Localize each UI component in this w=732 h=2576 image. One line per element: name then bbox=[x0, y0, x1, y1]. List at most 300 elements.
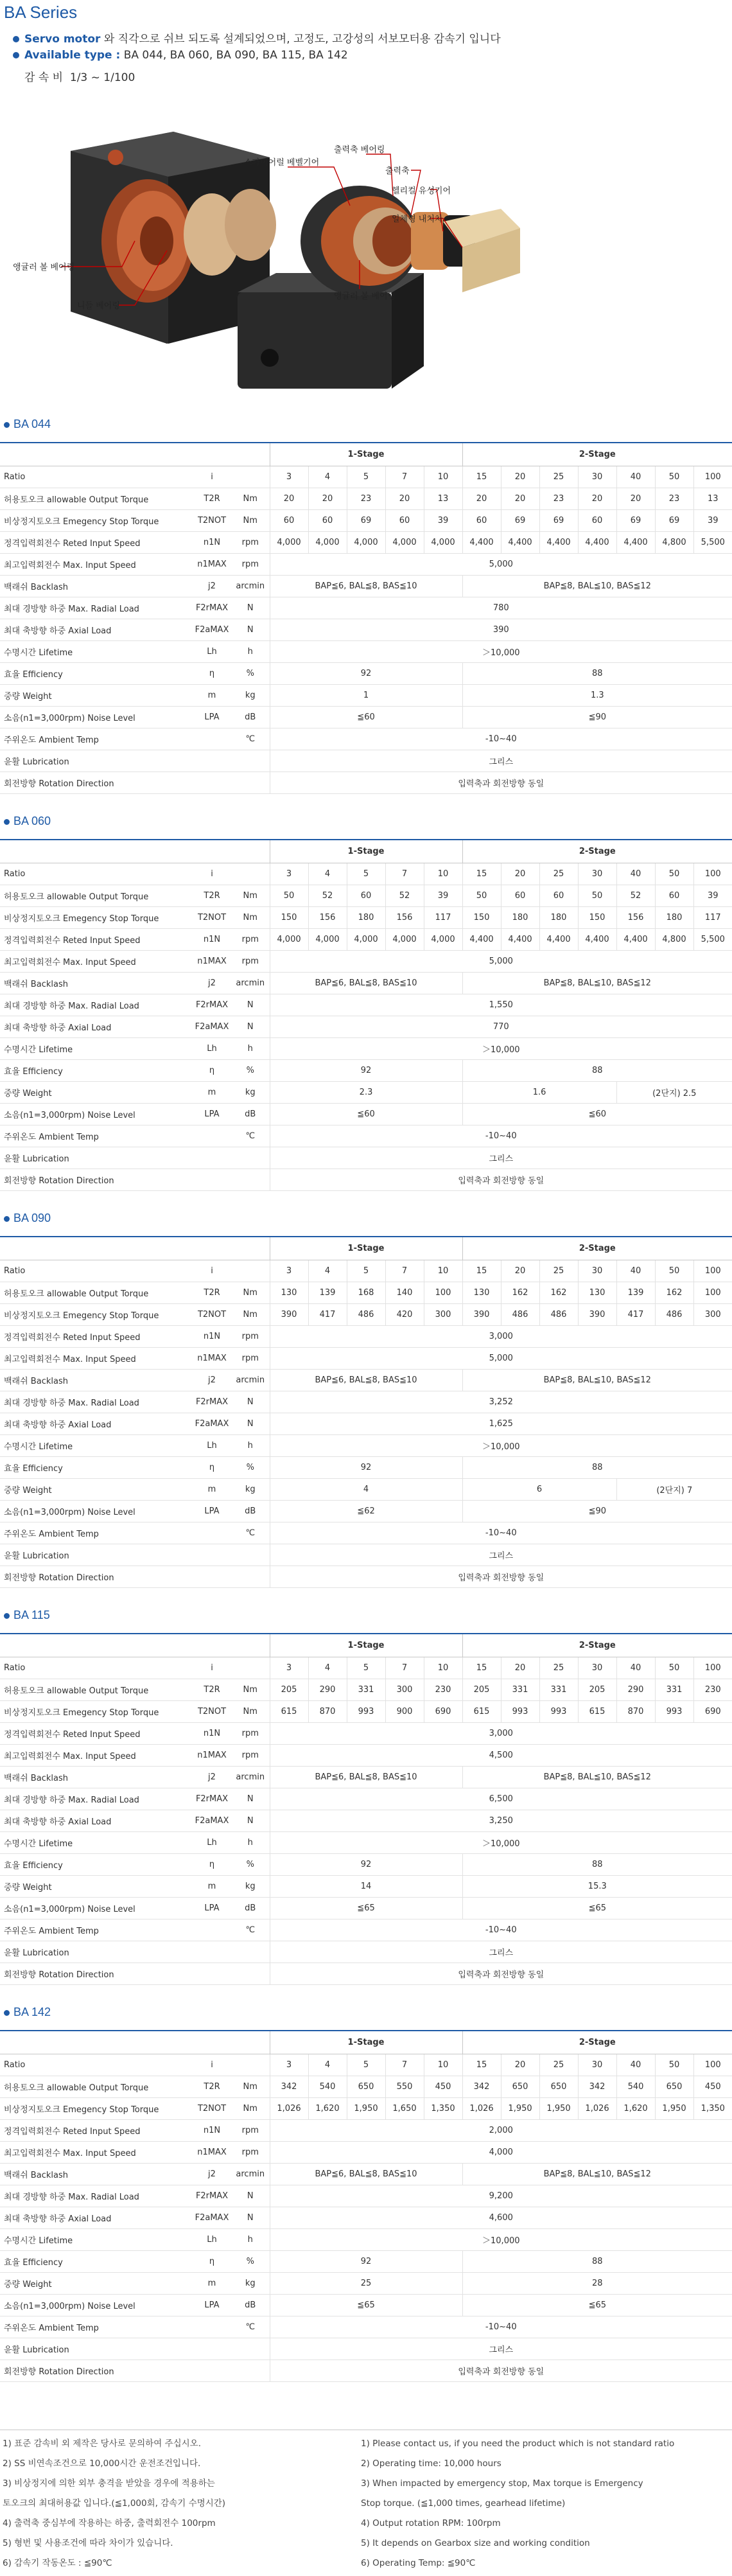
table-cell: ≦60 bbox=[270, 1104, 462, 1125]
table-cell: 615 bbox=[578, 1701, 616, 1723]
table-cell: 5 bbox=[347, 1260, 385, 1282]
table-cell: BAP≦8, BAL≦10, BAS≦12 bbox=[462, 1767, 732, 1788]
table-cell: 486 bbox=[539, 1304, 578, 1326]
table-cell: 최대 경방향 하중 Max. Radial Load bbox=[0, 1788, 193, 1810]
table-row bbox=[0, 1788, 732, 1810]
table-cell: 3,250 bbox=[270, 1810, 732, 1832]
table-cell: 390 bbox=[578, 1304, 616, 1326]
table-cell: 7 bbox=[385, 2054, 424, 2076]
table-cell: T2R bbox=[193, 1679, 231, 1701]
table-cell: 20 bbox=[501, 466, 539, 488]
table-cell: 690 bbox=[693, 1701, 732, 1723]
table-cell: 소음(n1=3,000rpm) Noise Level bbox=[0, 2295, 193, 2316]
table-cell: 550 bbox=[385, 2076, 424, 2098]
table-cell: Lh bbox=[193, 2229, 231, 2251]
table-cell: 88 bbox=[462, 663, 732, 685]
table-cell: F2rMAX bbox=[193, 994, 231, 1016]
table-cell: 25 bbox=[539, 1260, 578, 1282]
table-cell: 300 bbox=[385, 1679, 424, 1701]
table-row bbox=[0, 2076, 732, 2098]
table-cell: rpm bbox=[231, 1326, 270, 1348]
table-cell: 100 bbox=[693, 1282, 732, 1304]
table-cell: 4,000 bbox=[424, 929, 462, 951]
table-cell: 52 bbox=[308, 885, 347, 907]
label-output-bearing: 출력축 베어링 bbox=[334, 145, 385, 155]
table-cell: 4 bbox=[308, 466, 347, 488]
table-cell bbox=[231, 750, 270, 772]
table-cell: % bbox=[231, 663, 270, 685]
table-cell: 허용토오크 allowable Output Torque bbox=[0, 1679, 193, 1701]
table-cell: 3 bbox=[270, 863, 308, 885]
table-row bbox=[0, 1282, 732, 1304]
table-cell: 수명시간 Lifetime bbox=[0, 1038, 193, 1060]
table-cell: n1MAX bbox=[193, 554, 231, 576]
table-cell: ≦65 bbox=[270, 1898, 462, 1919]
table-cell: arcmin bbox=[231, 973, 270, 994]
table-cell: 3 bbox=[270, 1657, 308, 1679]
table-cell: 50 bbox=[655, 2054, 693, 2076]
table-cell: 주위온도 Ambient Temp bbox=[0, 1125, 193, 1147]
table-cell: 7 bbox=[385, 466, 424, 488]
table-row bbox=[0, 951, 732, 973]
table-cell: 50 bbox=[655, 466, 693, 488]
table-cell: BAP≦6, BAL≦8, BAS≦10 bbox=[270, 2164, 462, 2185]
table-cell: 50 bbox=[462, 885, 501, 907]
table-cell: N bbox=[231, 2185, 270, 2207]
table-cell: 40 bbox=[616, 1657, 655, 1679]
table-cell: ≦60 bbox=[270, 707, 462, 728]
footnote-item: 토오크의 최대허용값 입니다.(≦1,000회, 감속기 수명시간) bbox=[3, 2498, 226, 2509]
table-row bbox=[0, 1016, 732, 1038]
table-cell: 39 bbox=[424, 885, 462, 907]
table-cell: 23 bbox=[539, 488, 578, 510]
table-cell: 40 bbox=[616, 2054, 655, 2076]
table-cell: 993 bbox=[539, 1701, 578, 1723]
table-cell: T2NOT bbox=[193, 1701, 231, 1723]
table-cell bbox=[193, 1237, 231, 1260]
table-cell: 20 bbox=[308, 488, 347, 510]
table-cell: 20 bbox=[385, 488, 424, 510]
table-cell bbox=[0, 1237, 193, 1260]
table-cell: 9,200 bbox=[270, 2185, 732, 2207]
table-cell: Lh bbox=[193, 1038, 231, 1060]
table-cell: 주위온도 Ambient Temp bbox=[0, 1919, 193, 1941]
table-cell: 10 bbox=[424, 1260, 462, 1282]
table-cell: 486 bbox=[347, 1304, 385, 1326]
table-row bbox=[0, 619, 732, 641]
table-cell bbox=[193, 1566, 231, 1588]
table-cell: h bbox=[231, 641, 270, 663]
table-cell: 417 bbox=[308, 1304, 347, 1326]
table-cell: 50 bbox=[655, 1657, 693, 1679]
table-cell bbox=[193, 1147, 231, 1169]
table-cell: kg bbox=[231, 685, 270, 707]
table-cell: -10~40 bbox=[270, 728, 732, 750]
table-cell bbox=[193, 1169, 231, 1191]
table-cell bbox=[193, 2316, 231, 2338]
table-cell: BAP≦8, BAL≦10, BAS≦12 bbox=[462, 973, 732, 994]
table-cell: arcmin bbox=[231, 576, 270, 597]
table-cell: 1,350 bbox=[424, 2098, 462, 2120]
section-title: BA 115 bbox=[4, 1609, 50, 1622]
table-cell: 39 bbox=[693, 885, 732, 907]
table-cell bbox=[231, 1260, 270, 1282]
table-cell bbox=[193, 1941, 231, 1963]
table-cell: 69 bbox=[501, 510, 539, 532]
table-cell: 백래쉬 Backlash bbox=[0, 1370, 193, 1391]
table-row bbox=[0, 2295, 732, 2316]
table-cell: 150 bbox=[462, 907, 501, 929]
table-cell: 회전방향 Rotation Direction bbox=[0, 1566, 193, 1588]
footnote-item: 3) 비상정지에 의한 외부 충격을 받았을 경우에 적용하는 bbox=[3, 2478, 215, 2489]
table-cell: 5,000 bbox=[270, 554, 732, 576]
table-cell: BAP≦6, BAL≦8, BAS≦10 bbox=[270, 1767, 462, 1788]
table-cell: 입력축과 회전방향 동일 bbox=[270, 2360, 732, 2382]
stage-header-row bbox=[0, 443, 732, 466]
table-cell: 4,400 bbox=[539, 532, 578, 554]
table-cell: η bbox=[193, 1457, 231, 1479]
table-cell: 회전방향 Rotation Direction bbox=[0, 772, 193, 794]
table-cell: 139 bbox=[308, 1282, 347, 1304]
table-cell bbox=[231, 1237, 270, 1260]
table-cell: rpm bbox=[231, 951, 270, 973]
table-cell: Nm bbox=[231, 1282, 270, 1304]
table-cell: 52 bbox=[385, 885, 424, 907]
table-row bbox=[0, 707, 732, 728]
table-cell: Ratio bbox=[0, 1657, 193, 1679]
label-needle: 니들 베어링 bbox=[77, 301, 120, 311]
table-cell: 5 bbox=[347, 466, 385, 488]
table-cell: h bbox=[231, 1832, 270, 1854]
table-cell: 650 bbox=[655, 2076, 693, 2098]
table-cell: T2R bbox=[193, 885, 231, 907]
spec-table bbox=[0, 443, 732, 794]
table-cell: 30 bbox=[578, 1260, 616, 1282]
table-cell: 최대 축방향 하중 Axial Load bbox=[0, 2207, 193, 2229]
table-cell: Ratio bbox=[0, 2054, 193, 2076]
table-cell: 6 bbox=[462, 1479, 616, 1501]
table-row bbox=[0, 1391, 732, 1413]
table-cell: Nm bbox=[231, 907, 270, 929]
table-cell: i bbox=[193, 1657, 231, 1679]
table-cell: 342 bbox=[578, 2076, 616, 2098]
table-cell: 13 bbox=[693, 488, 732, 510]
table-cell: h bbox=[231, 1435, 270, 1457]
table-cell: 28 bbox=[462, 2273, 732, 2295]
table-cell: -10~40 bbox=[270, 2316, 732, 2338]
table-cell: 88 bbox=[462, 1060, 732, 1082]
table-cell: Lh bbox=[193, 1832, 231, 1854]
table-cell: 40 bbox=[616, 863, 655, 885]
table-cell: arcmin bbox=[231, 1767, 270, 1788]
table-cell: 비상정지토오크 Emegency Stop Torque bbox=[0, 1701, 193, 1723]
table-row bbox=[0, 1435, 732, 1457]
table-cell: T2NOT bbox=[193, 510, 231, 532]
table-cell: 소음(n1=3,000rpm) Noise Level bbox=[0, 1501, 193, 1522]
table-cell: i bbox=[193, 863, 231, 885]
table-row bbox=[0, 1876, 732, 1898]
table-cell: 백래쉬 Backlash bbox=[0, 1767, 193, 1788]
table-cell: 윤활 Lubrication bbox=[0, 1147, 193, 1169]
table-row bbox=[0, 1941, 732, 1963]
table-cell: 회전방향 Rotation Direction bbox=[0, 2360, 193, 2382]
table-cell: Nm bbox=[231, 488, 270, 510]
table-row bbox=[0, 1260, 732, 1282]
table-cell: n1N bbox=[193, 532, 231, 554]
table-cell: dB bbox=[231, 1104, 270, 1125]
table-row bbox=[0, 1898, 732, 1919]
table-row bbox=[0, 929, 732, 951]
table-cell: 4,000 bbox=[385, 929, 424, 951]
table-cell: 백래쉬 Backlash bbox=[0, 576, 193, 597]
table-row bbox=[0, 2229, 732, 2251]
table-cell: 162 bbox=[539, 1282, 578, 1304]
table-row bbox=[0, 1657, 732, 1679]
table-cell: (2단지) 2.5 bbox=[616, 1082, 732, 1104]
table-row bbox=[0, 685, 732, 707]
table-cell: dB bbox=[231, 707, 270, 728]
table-cell: 1.6 bbox=[462, 1082, 616, 1104]
table-row bbox=[0, 1501, 732, 1522]
table-cell: ≦65 bbox=[462, 1898, 732, 1919]
table-cell: 3 bbox=[270, 466, 308, 488]
table-cell: n1N bbox=[193, 2120, 231, 2142]
table-cell: Lh bbox=[193, 1435, 231, 1457]
table-cell: 60 bbox=[501, 885, 539, 907]
bullet-icon bbox=[13, 36, 19, 42]
table-cell: 60 bbox=[270, 510, 308, 532]
table-row bbox=[0, 1125, 732, 1147]
table-cell: 1,950 bbox=[539, 2098, 578, 2120]
table-row bbox=[0, 2142, 732, 2164]
table-cell: N bbox=[231, 2207, 270, 2229]
table-cell: m bbox=[193, 685, 231, 707]
table-cell: h bbox=[231, 2229, 270, 2251]
table-cell: 15 bbox=[462, 1657, 501, 1679]
table-cell: 100 bbox=[693, 2054, 732, 2076]
table-cell: n1MAX bbox=[193, 2142, 231, 2164]
table-cell: 비상정지토오크 Emegency Stop Torque bbox=[0, 1304, 193, 1326]
table-cell: 390 bbox=[270, 619, 732, 641]
table-cell: 7 bbox=[385, 1260, 424, 1282]
table-cell: ℃ bbox=[231, 1522, 270, 1544]
table-cell: 허용토오크 allowable Output Torque bbox=[0, 2076, 193, 2098]
table-cell: % bbox=[231, 1854, 270, 1876]
table-cell: 4,000 bbox=[308, 929, 347, 951]
table-cell: 780 bbox=[270, 597, 732, 619]
table-cell: n1MAX bbox=[193, 951, 231, 973]
table-cell: 1,625 bbox=[270, 1413, 732, 1435]
table-cell: 정격입력회전수 Reted Input Speed bbox=[0, 1723, 193, 1745]
table-row bbox=[0, 466, 732, 488]
table-cell: 205 bbox=[270, 1679, 308, 1701]
table-row bbox=[0, 994, 732, 1016]
table-cell: dB bbox=[231, 1501, 270, 1522]
table-cell: 백래쉬 Backlash bbox=[0, 973, 193, 994]
table-cell: 4,400 bbox=[616, 929, 655, 951]
table-cell: 331 bbox=[539, 1679, 578, 1701]
table-cell: 100 bbox=[693, 466, 732, 488]
table-cell: 900 bbox=[385, 1701, 424, 1723]
table-cell: 230 bbox=[424, 1679, 462, 1701]
table-cell: 7 bbox=[385, 863, 424, 885]
table-row bbox=[0, 554, 732, 576]
table-cell: 993 bbox=[347, 1701, 385, 1723]
table-cell: 5 bbox=[347, 1657, 385, 1679]
table-cell: 주위온도 Ambient Temp bbox=[0, 728, 193, 750]
table-cell: 허용토오크 allowable Output Torque bbox=[0, 885, 193, 907]
table-cell: 50 bbox=[655, 1260, 693, 1282]
table-cell: 4,400 bbox=[462, 929, 501, 951]
table-cell: T2R bbox=[193, 2076, 231, 2098]
footnote-item: 1) Please contact us, if you need the product which is not standard ratio bbox=[361, 2439, 675, 2449]
table-cell: 중량 Weight bbox=[0, 1479, 193, 1501]
table-row bbox=[0, 1701, 732, 1723]
table-cell: 최대 경방향 하중 Max. Radial Load bbox=[0, 2185, 193, 2207]
table-cell: 1,026 bbox=[462, 2098, 501, 2120]
table-cell: 69 bbox=[539, 510, 578, 532]
table-cell: rpm bbox=[231, 2120, 270, 2142]
table-row bbox=[0, 1479, 732, 1501]
table-cell: 39 bbox=[424, 510, 462, 532]
table-cell: BAP≦6, BAL≦8, BAS≦10 bbox=[270, 1370, 462, 1391]
table-row bbox=[0, 973, 732, 994]
table-cell: i bbox=[193, 1260, 231, 1282]
table-cell: Ratio bbox=[0, 863, 193, 885]
table-cell: N bbox=[231, 994, 270, 1016]
table-cell: 정격입력회전수 Reted Input Speed bbox=[0, 2120, 193, 2142]
table-cell bbox=[231, 2031, 270, 2054]
table-cell: F2aMAX bbox=[193, 619, 231, 641]
table-cell: 650 bbox=[539, 2076, 578, 2098]
table-cell: 100 bbox=[693, 863, 732, 885]
table-cell: ≦90 bbox=[462, 1501, 732, 1522]
table-cell: ＞10,000 bbox=[270, 2229, 732, 2251]
label-angular-left: 앵귤러 볼 베어링 bbox=[13, 263, 75, 272]
table-row bbox=[0, 863, 732, 885]
table-cell bbox=[193, 840, 231, 863]
footnote-item: 6) Operating Temp: ≦90℃ bbox=[361, 2558, 476, 2568]
table-cell: Nm bbox=[231, 1679, 270, 1701]
table-row bbox=[0, 2273, 732, 2295]
table-cell: 2-Stage bbox=[462, 443, 732, 466]
label-output-shaft: 출력축 bbox=[385, 166, 410, 176]
table-cell: 180 bbox=[655, 907, 693, 929]
table-cell: 450 bbox=[693, 2076, 732, 2098]
table-cell: 6,500 bbox=[270, 1788, 732, 1810]
table-cell: ℃ bbox=[231, 2316, 270, 2338]
table-row bbox=[0, 1147, 732, 1169]
table-cell: LPA bbox=[193, 1501, 231, 1522]
table-cell: 13 bbox=[424, 488, 462, 510]
table-row bbox=[0, 772, 732, 794]
spec-table bbox=[0, 840, 732, 1191]
table-cell: ＞10,000 bbox=[270, 1038, 732, 1060]
table-cell: 88 bbox=[462, 2251, 732, 2273]
table-cell: i bbox=[193, 2054, 231, 2076]
table-cell: 그리스 bbox=[270, 750, 732, 772]
table-cell: 150 bbox=[270, 907, 308, 929]
table-cell bbox=[231, 863, 270, 885]
table-cell: 3,000 bbox=[270, 1326, 732, 1348]
table-cell: 486 bbox=[655, 1304, 693, 1326]
table-cell: 소음(n1=3,000rpm) Noise Level bbox=[0, 1104, 193, 1125]
intro-motor: Servo motor 와 직각으로 쉬브 되도록 설계되었으며, 고정도, 고강성의 서보모터용 감속기 입니다 bbox=[13, 30, 501, 46]
table-cell: 92 bbox=[270, 1854, 462, 1876]
table-cell: i bbox=[193, 466, 231, 488]
spec-table bbox=[0, 1634, 732, 1985]
table-cell: 20 bbox=[270, 488, 308, 510]
table-cell: 최고입력회전수 Max. Input Speed bbox=[0, 1745, 193, 1767]
table-cell: 4,000 bbox=[347, 532, 385, 554]
footnote-item: 4) Output rotation RPM: 100rpm bbox=[361, 2518, 501, 2528]
table-cell: n1N bbox=[193, 1723, 231, 1745]
table-cell: 효율 Efficiency bbox=[0, 2251, 193, 2273]
table-cell: rpm bbox=[231, 554, 270, 576]
table-cell: 2.3 bbox=[270, 1082, 462, 1104]
table-cell: 50 bbox=[578, 885, 616, 907]
table-cell: 4,400 bbox=[578, 532, 616, 554]
table-cell: 4 bbox=[270, 1479, 462, 1501]
table-cell: ℃ bbox=[231, 1919, 270, 1941]
table-cell: N bbox=[231, 619, 270, 641]
table-row bbox=[0, 1370, 732, 1391]
table-row bbox=[0, 2054, 732, 2076]
table-cell: ＞10,000 bbox=[270, 1832, 732, 1854]
table-cell: 25 bbox=[539, 1657, 578, 1679]
table-cell bbox=[231, 772, 270, 794]
table-cell: 20 bbox=[501, 2054, 539, 2076]
table-row bbox=[0, 2338, 732, 2360]
table-cell: dB bbox=[231, 2295, 270, 2316]
label-ring-gear: 일체형 내치차 bbox=[392, 215, 443, 224]
table-cell: 비상정지토오크 Emegency Stop Torque bbox=[0, 907, 193, 929]
label-spiral-bevel: 스파이어럴 베벨기어 bbox=[244, 158, 320, 168]
section-title: BA 044 bbox=[4, 418, 51, 431]
table-cell: Nm bbox=[231, 885, 270, 907]
table-cell: h bbox=[231, 1038, 270, 1060]
table-cell: 4,000 bbox=[270, 929, 308, 951]
table-cell: 331 bbox=[655, 1679, 693, 1701]
table-cell: 그리스 bbox=[270, 1147, 732, 1169]
table-cell: T2NOT bbox=[193, 1304, 231, 1326]
table-cell: 10 bbox=[424, 863, 462, 885]
table-cell: 156 bbox=[308, 907, 347, 929]
table-cell: 4,000 bbox=[270, 532, 308, 554]
table-cell: 50 bbox=[655, 863, 693, 885]
table-cell: Nm bbox=[231, 2098, 270, 2120]
table-cell: -10~40 bbox=[270, 1125, 732, 1147]
table-cell: j2 bbox=[193, 576, 231, 597]
table-cell: 20 bbox=[462, 488, 501, 510]
table-cell bbox=[193, 1544, 231, 1566]
label-helical: 헬리컬 유성기어 bbox=[392, 186, 451, 196]
table-cell: 180 bbox=[501, 907, 539, 929]
table-cell: 150 bbox=[578, 907, 616, 929]
table-cell: 156 bbox=[616, 907, 655, 929]
table-cell: rpm bbox=[231, 532, 270, 554]
table-row bbox=[0, 1038, 732, 1060]
table-cell: 870 bbox=[308, 1701, 347, 1723]
table-cell: LPA bbox=[193, 1104, 231, 1125]
table-cell: -10~40 bbox=[270, 1919, 732, 1941]
table-cell: 20 bbox=[578, 488, 616, 510]
table-cell: T2NOT bbox=[193, 2098, 231, 2120]
table-cell: F2aMAX bbox=[193, 1016, 231, 1038]
table-cell bbox=[231, 1544, 270, 1566]
table-cell: 420 bbox=[385, 1304, 424, 1326]
table-cell: 1,620 bbox=[308, 2098, 347, 2120]
